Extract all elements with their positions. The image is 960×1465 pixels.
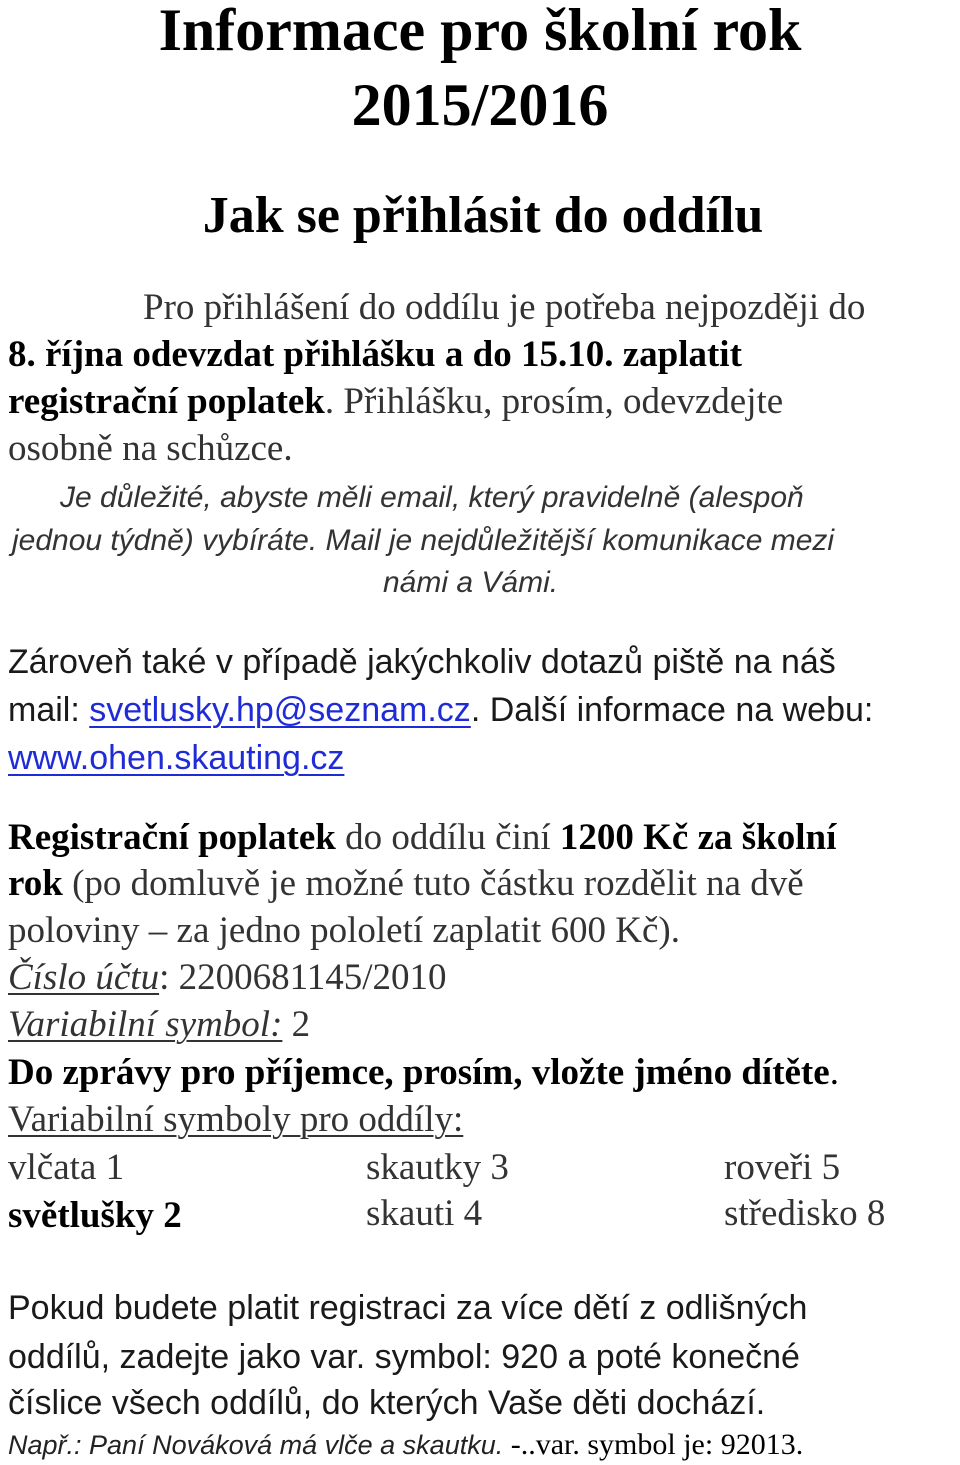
website-link[interactable]: www.ohen.skauting.cz	[8, 739, 345, 777]
intro-line1: Pro přihlášení do oddílu je potřeba nejpozději do	[143, 287, 866, 328]
multi-line3: číslice všech oddílů, do kterých Vaše děti dochází.	[8, 1384, 766, 1422]
intro-line4: osobně na schůzce.	[8, 428, 293, 469]
symbol-vlcata: vlčata 1	[8, 1147, 125, 1188]
fee-line2-rest: (po domluvě je možné tuto částku rozdělit na dvě	[62, 863, 804, 904]
example-rest: -..var. symbol je: 92013.	[503, 1428, 804, 1461]
account-label: Číslo účtu	[8, 957, 160, 998]
email-note-line1: Je důležité, abyste měli email, který pravidelně (alespoň	[60, 481, 804, 514]
multi-line2: oddílů, zadejte jako var. symbol: 920 a poté konečné	[8, 1338, 800, 1376]
message-instruction-text: Do zprávy pro příjemce, prosím, vložte jméno dítěte	[8, 1052, 830, 1093]
symbol-roveri: roveři 5	[724, 1147, 841, 1188]
fee-amount: 1200 Kč za školní	[559, 817, 837, 858]
example-italic: Např.: Paní Nováková má vlče a skautku.	[8, 1430, 504, 1460]
variable-symbol-line	[8, 1003, 310, 1047]
contact-web-prefix: . Další informace na webu:	[470, 691, 874, 729]
symbol-skautky: skautky 3	[366, 1147, 509, 1188]
contact-mail-prefix: mail:	[8, 691, 90, 729]
message-instruction	[8, 1051, 839, 1095]
fee-line1-mid: do oddílu činí	[335, 817, 560, 858]
variable-symbol-label: Variabilní symbol:	[8, 1004, 283, 1045]
account-line	[8, 956, 447, 1000]
account-number: : 2200681145/2010	[159, 957, 447, 998]
fee-term: Registrační poplatek	[8, 817, 336, 858]
document-title-line1: Informace pro školní rok	[158, 0, 802, 63]
email-link[interactable]: svetlusky.hp@seznam.cz	[89, 691, 471, 729]
vs-list-heading	[8, 1098, 463, 1142]
intro-line3	[8, 380, 783, 424]
email-note-line2: jednou týdně) vybíráte. Mail je nejdůležitější komunikace mezi	[12, 524, 835, 557]
contact-line3	[8, 736, 344, 780]
symbol-svetlusky: světlušky 2	[8, 1195, 182, 1236]
vs-list-label: Variabilní symboly pro oddíly:	[8, 1099, 464, 1140]
multi-line1: Pokud budete platit registraci za více dětí z odlišných	[8, 1289, 808, 1327]
fee-line3: poloviny – za jedno pololetí zaplatit 600 Kč).	[8, 910, 680, 951]
variable-symbol-value: 2	[282, 1004, 311, 1045]
intro-line3-rest: . Přihlášku, prosím, odevzdejte	[324, 381, 784, 422]
contact-line1: Zároveň také v případě jakýchkoliv dotazů piště na náš	[8, 643, 836, 681]
message-instruction-dot: .	[829, 1052, 839, 1093]
fee-line1	[8, 816, 836, 860]
example-line	[8, 1427, 803, 1463]
contact-line2	[8, 688, 873, 732]
symbol-skauti: skauti 4	[366, 1193, 483, 1234]
email-note-line3: námi a Vámi.	[383, 566, 559, 599]
fee-period: rok	[8, 863, 63, 904]
symbol-stredisko: středisko 8	[724, 1193, 886, 1234]
document-title-line2: 2015/2016	[351, 72, 609, 138]
fee-line2	[8, 862, 804, 906]
intro-line2: 8. října odevzdat přihlášku a do 15.10. zaplatit	[8, 334, 742, 375]
section-heading: Jak se přihlásit do oddílu	[202, 187, 764, 244]
registration-fee-term: registrační poplatek	[8, 381, 325, 422]
